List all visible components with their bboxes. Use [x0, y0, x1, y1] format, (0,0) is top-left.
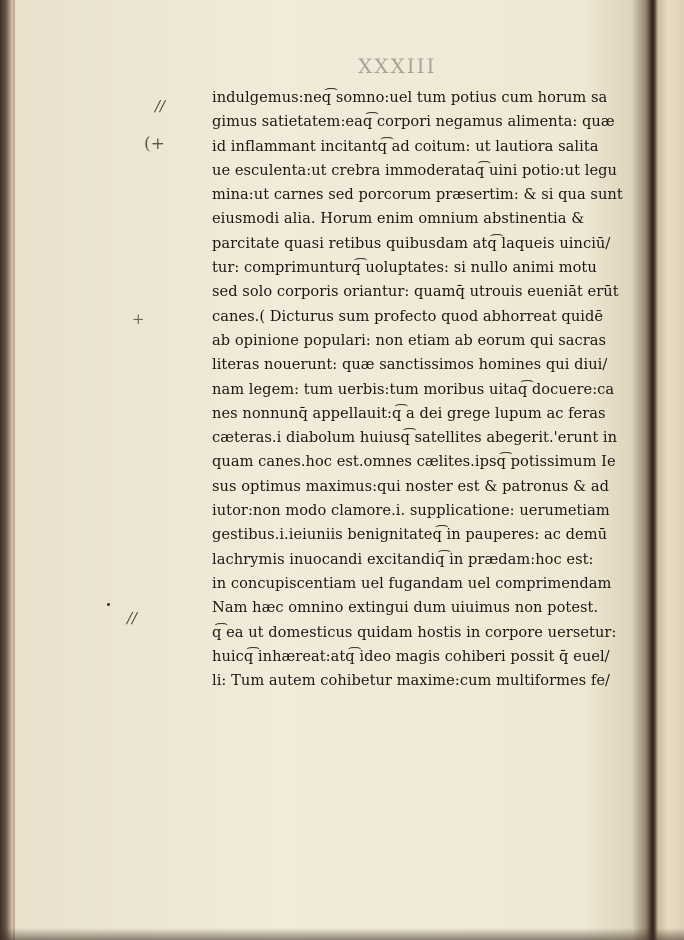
text-line: li: Tum autem cohibetur maxime:cum multiformes fe/	[212, 672, 610, 690]
text-line: id inflammant incitantq͡ ad coitum: ut lautiora salita	[212, 137, 599, 155]
text-block	[212, 86, 642, 693]
text-line: gestibus.i.ieiuniis benignitateq͡ in pauperes: ac demū	[212, 526, 608, 544]
text-line: lachrymis inuocandi excitandiq͡ in prædam:hoc est:	[212, 550, 594, 568]
text-line: tur: comprimunturq͡ uoluptates: si nullo animi motu	[212, 259, 597, 277]
text-line: sus optimus maximus:qui noster est & patronus & ad	[212, 477, 609, 495]
margin-note: (+	[144, 134, 165, 154]
text-line: canes.( Dicturus sum profecto quod abhorreat quidē	[212, 307, 604, 325]
text-line: cæteras.i diabolum huiusq͡ satellites abegerit.'erunt in	[212, 429, 618, 447]
text-line: gimus satietatem:eaq͡ corpori negamus alimenta: quæ	[212, 113, 615, 131]
text-line: huicq͡ inhæreat:atq͡ ideo magis cohiberi possit q̄ euel/	[212, 647, 610, 665]
margin-note: +	[132, 310, 145, 328]
text-line: nam legem: tum uerbis:tum moribus uitaq͡ docuere:ca	[212, 380, 615, 398]
text-line: Nam hæc omnino extingui dum uiuimus non potest.	[212, 599, 599, 617]
facing-page-edge	[654, 0, 684, 940]
page-bottom-shadow	[0, 928, 684, 940]
page-edge	[13, 0, 15, 940]
text-line: eiusmodi alia. Horum enim omnium abstinentia &	[212, 210, 585, 228]
margin-note: //	[155, 97, 166, 115]
text-line: iutor:non modo clamore.i. supplicatione: uerumetiam	[212, 502, 610, 520]
text-line: q͡ ea ut domesticus quidam hostis in corpore uersetur:	[212, 623, 617, 641]
text-line: indulgemus:neq͡ somno:uel tum potius cum horum sa	[212, 89, 608, 106]
text-line: nes nonnunq̄ appellauit:q͡ a dei grege lupum ac feras	[212, 404, 606, 422]
text-line: ue esculenta:ut crebra immoderataq͡ uini potio:ut legu	[212, 161, 617, 179]
folio-number: XXXIII	[358, 54, 437, 78]
text-line: literas nouerunt: quæ sanctissimos homines qui diui/	[212, 356, 608, 374]
text-line: parcitate quasi retibus quibusdam atq͡ laqueis uinciū/	[212, 234, 611, 252]
text-line: ab opinione populari: non etiam ab eorum qui sacras	[212, 331, 607, 349]
margin-dot	[107, 603, 110, 606]
text-line: sed solo corporis oriantur: quamq̄ utrouis eueniāt erūt	[212, 283, 619, 301]
text-line: quam canes.hoc est.omnes cælites.ipsq͡ potissimum Ie	[212, 453, 616, 471]
text-line: mina:ut carnes sed porcorum præsertim: & si qua sunt	[212, 186, 623, 204]
margin-note: //	[127, 609, 138, 627]
text-line: in concupiscentiam uel fugandam uel comprimendam	[212, 574, 612, 592]
